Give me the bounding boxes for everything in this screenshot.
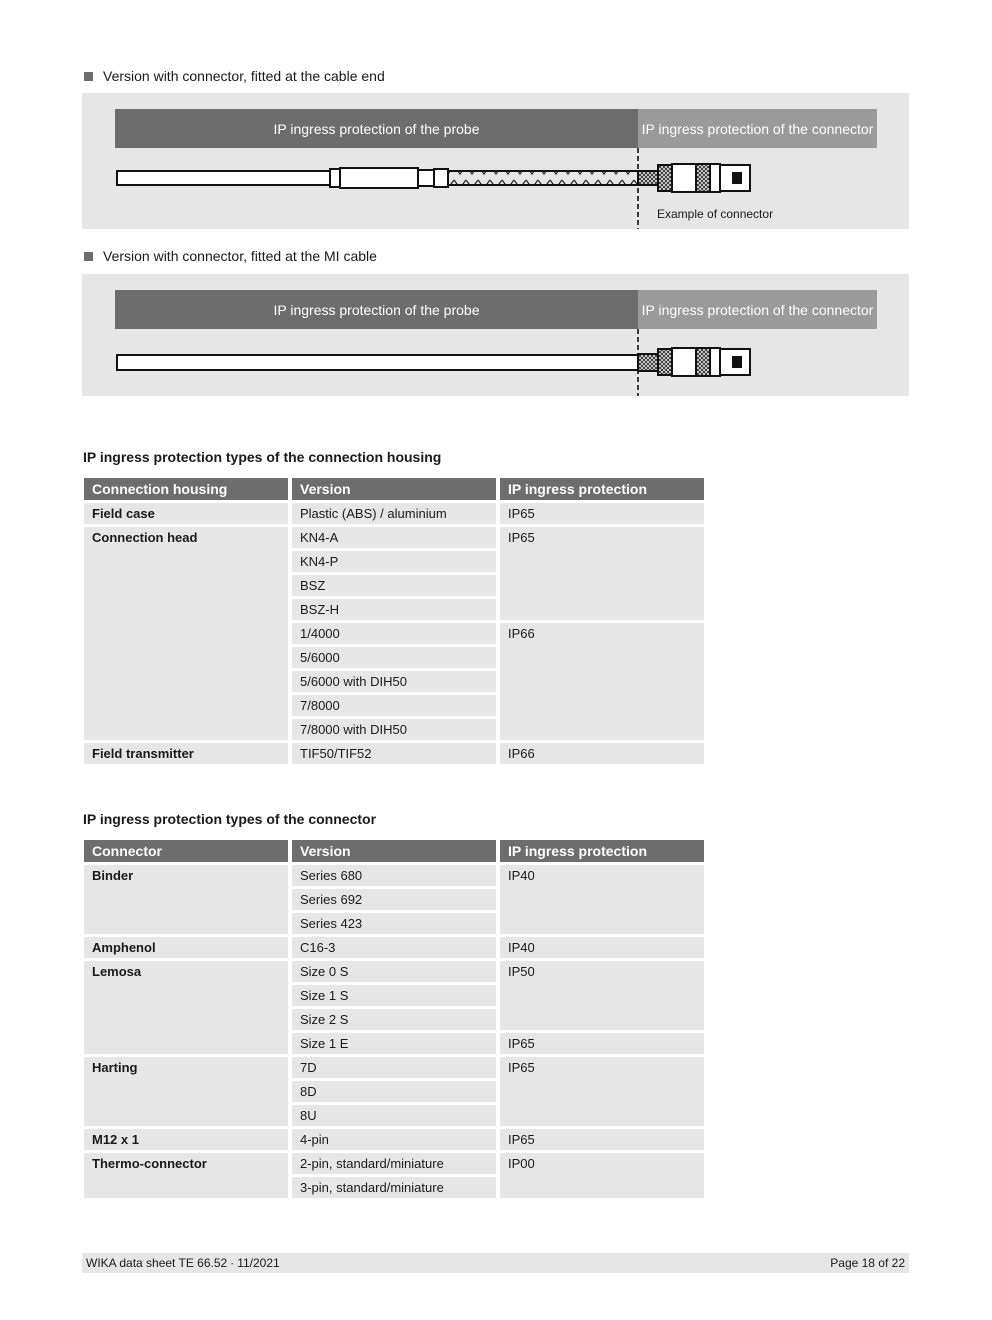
ip-rating-cell: IP65 xyxy=(500,527,704,620)
row-label: Thermo-connector xyxy=(84,1153,288,1198)
probe-drawing xyxy=(82,274,909,396)
diagram-cable-end xyxy=(82,93,909,229)
connector-caption: Example of connector xyxy=(657,207,774,221)
ip-rating-cell: IP50 xyxy=(500,961,704,1030)
version-cell: Size 0 S xyxy=(292,961,496,982)
ip-rating-cell: IP66 xyxy=(500,623,704,740)
version-cell: 7/8000 xyxy=(292,695,496,716)
version-cell: 5/6000 xyxy=(292,647,496,668)
version-cell: 8D xyxy=(292,1081,496,1102)
page-footer xyxy=(82,1253,909,1273)
probe-protection-header: IP ingress protection of the probe xyxy=(115,109,638,148)
table-row xyxy=(84,961,704,982)
bullet-item xyxy=(84,248,377,264)
version-cell: Series 692 xyxy=(292,889,496,910)
diagram-mi-cable xyxy=(82,274,909,396)
table-header-row xyxy=(84,840,704,862)
row-label: M12 x 1 xyxy=(84,1129,288,1150)
version-cell: 2-pin, standard/miniature xyxy=(292,1153,496,1174)
probe-drawing xyxy=(82,93,909,229)
table-header-row xyxy=(84,478,704,500)
table-row xyxy=(84,1057,704,1078)
column-header: Version xyxy=(292,840,496,862)
version-cell: Plastic (ABS) / aluminium xyxy=(292,503,496,524)
ip-rating-cell: IP40 xyxy=(500,865,704,934)
ip-rating-cell: IP65 xyxy=(500,1033,704,1054)
version-cell: 8U xyxy=(292,1105,496,1126)
version-cell: Series 423 xyxy=(292,913,496,934)
row-label: Connection head xyxy=(84,527,288,740)
column-header: IP ingress protection xyxy=(500,840,704,862)
row-label: Harting xyxy=(84,1057,288,1126)
row-label: Field case xyxy=(84,503,288,524)
version-cell: Size 2 S xyxy=(292,1009,496,1030)
table-row xyxy=(84,503,704,524)
version-cell: 5/6000 with DIH50 xyxy=(292,671,496,692)
footer-doc-id: WIKA data sheet TE 66.52 ∙ 11/2021 xyxy=(86,1256,280,1270)
table-row xyxy=(84,527,704,548)
ip-rating-cell: IP00 xyxy=(500,1153,704,1198)
ip-rating-cell: IP65 xyxy=(500,1057,704,1126)
version-cell: 1/4000 xyxy=(292,623,496,644)
bullet-item xyxy=(84,68,385,84)
version-cell: C16-3 xyxy=(292,937,496,958)
column-header: IP ingress protection xyxy=(500,478,704,500)
row-label: Binder xyxy=(84,865,288,934)
version-cell: Size 1 E xyxy=(292,1033,496,1054)
ip-rating-cell: IP65 xyxy=(500,503,704,524)
row-label: Lemosa xyxy=(84,961,288,1054)
version-cell: Series 680 xyxy=(292,865,496,886)
probe-protection-header: IP ingress protection of the probe xyxy=(115,290,638,329)
version-cell: KN4-A xyxy=(292,527,496,548)
version-cell: 7/8000 with DIH50 xyxy=(292,719,496,740)
table-row xyxy=(84,865,704,886)
column-header: Version xyxy=(292,478,496,500)
ip-rating-cell: IP65 xyxy=(500,1129,704,1150)
table-row xyxy=(84,743,704,764)
version-cell: KN4-P xyxy=(292,551,496,572)
column-header: Connector xyxy=(84,840,288,862)
housing-table xyxy=(80,475,708,767)
version-cell: BSZ xyxy=(292,575,496,596)
bullet-square-icon xyxy=(84,252,93,261)
table-row xyxy=(84,937,704,958)
version-cell: BSZ-H xyxy=(292,599,496,620)
connector-protection-header: IP ingress protection of the connector xyxy=(638,290,877,329)
row-label: Field transmitter xyxy=(84,743,288,764)
footer-page-number: Page 18 of 22 xyxy=(830,1256,905,1270)
version-cell: Size 1 S xyxy=(292,985,496,1006)
bullet-text: Version with connector, fitted at the MI cable xyxy=(103,248,377,264)
connector-table-title: IP ingress protection types of the connector xyxy=(83,811,377,827)
table-row xyxy=(84,1129,704,1150)
version-cell: 3-pin, standard/miniature xyxy=(292,1177,496,1198)
column-header: Connection housing xyxy=(84,478,288,500)
version-cell: TIF50/TIF52 xyxy=(292,743,496,764)
version-cell: 7D xyxy=(292,1057,496,1078)
row-label: Amphenol xyxy=(84,937,288,958)
version-cell: 4-pin xyxy=(292,1129,496,1150)
housing-table-title: IP ingress protection types of the connection housing xyxy=(83,449,442,465)
ip-rating-cell: IP40 xyxy=(500,937,704,958)
ip-rating-cell: IP66 xyxy=(500,743,704,764)
connector-protection-header: IP ingress protection of the connector xyxy=(638,109,877,148)
bullet-text: Version with connector, fitted at the cable end xyxy=(103,68,385,84)
bullet-square-icon xyxy=(84,72,93,81)
connector-table xyxy=(80,837,708,1201)
table-row xyxy=(84,1153,704,1174)
